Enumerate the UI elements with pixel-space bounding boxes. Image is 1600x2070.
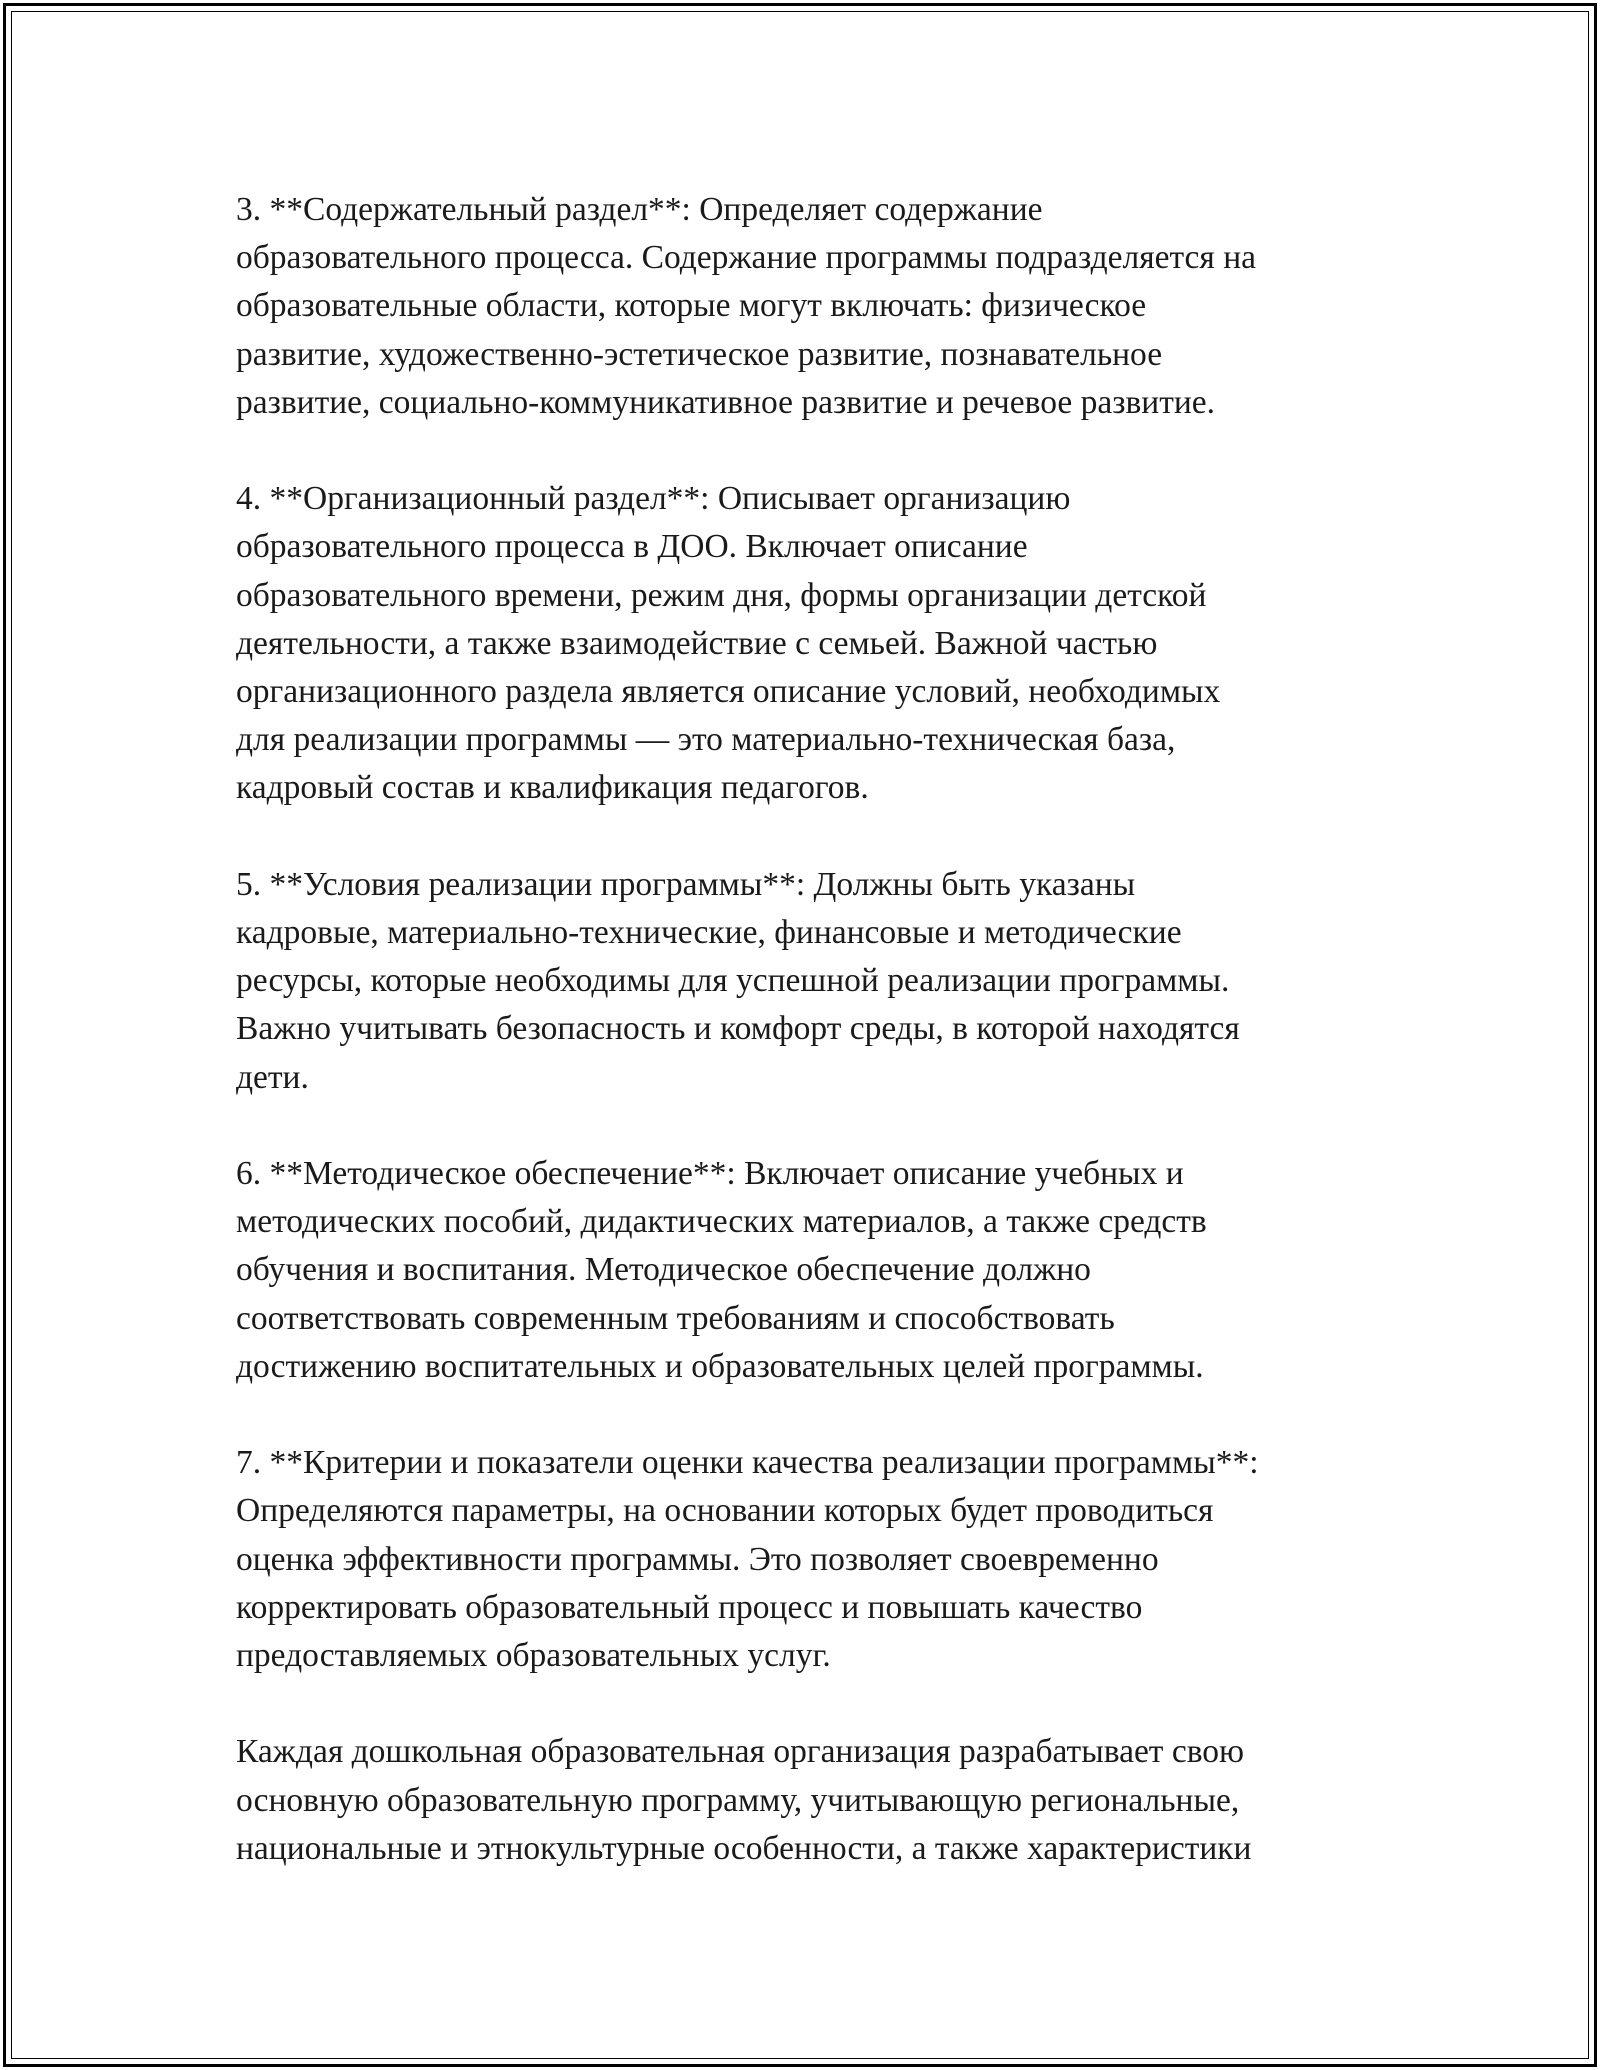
text-line: Важно учитывать безопасность и комфорт среды, в которой находятся: [236, 1010, 1240, 1048]
text-line: Каждая дошкольная образовательная организация разрабатывает свою: [236, 1733, 1245, 1771]
text-line: образовательного процесса в ДОО. Включает описание: [236, 528, 1028, 566]
text-line: оценка эффективности программы. Это позволяет своевременно: [236, 1540, 1159, 1578]
paragraph-content-section: [236, 186, 1376, 427]
text-line: организационного раздела является описание условий, необходимых: [236, 673, 1221, 711]
text-line: образовательного времени, режим дня, формы организации детской: [236, 576, 1207, 614]
text-line: предоставляемых образовательных услуг.: [236, 1637, 831, 1675]
text-line: 6. **Методическое обеспечение**: Включает описание учебных и: [236, 1155, 1184, 1193]
text-line: деятельности, а также взаимодействие с семьей. Важной частью: [236, 624, 1158, 662]
text-line: кадровый состав и квалификация педагогов.: [236, 769, 869, 807]
paragraph-methodological-support: [236, 1150, 1376, 1391]
text-line: достижению воспитательных и образовательных целей программы.: [236, 1347, 1204, 1385]
text-line: основную образовательную программу, учитывающую региональные,: [236, 1781, 1240, 1819]
text-line: 5. **Условия реализации программы**: Должны быть указаны: [236, 865, 1136, 903]
text-line: ресурсы, которые необходимы для успешной реализации программы.: [236, 962, 1230, 1000]
text-line: для реализации программы — это материально-техническая база,: [236, 721, 1176, 759]
text-line: 3. **Содержательный раздел**: Определяет содержание: [236, 191, 1043, 228]
paragraph-conclusion: [236, 1728, 1376, 1873]
text-line: национальные и этнокультурные особенности, а также характеристики: [236, 1829, 1252, 1867]
text-line: 4. **Организационный раздел**: Описывает организацию: [236, 480, 1071, 518]
text-line: соответствовать современным требованиям и способствовать: [236, 1299, 1115, 1337]
text-line: корректировать образовательный процесс и повышать качество: [236, 1588, 1143, 1626]
text-line: дети.: [236, 1058, 309, 1096]
paragraph-quality-criteria: [236, 1439, 1376, 1680]
text-line: 7. **Критерии и показатели оценки качества реализации программы**:: [236, 1444, 1259, 1482]
paragraph-implementation-conditions: [236, 861, 1376, 1102]
text-line: развитие, художественно-эстетическое развитие, познавательное: [236, 335, 1163, 373]
text-line: методических пособий, дидактических материалов, а также средств: [236, 1203, 1207, 1241]
text-line: образовательные области, которые могут включать: физическое: [236, 287, 1147, 325]
text-line: кадровые, материально-технические, финансовые и методические: [236, 914, 1182, 952]
text-line: обучения и воспитания. Методическое обеспечение должно: [236, 1251, 1091, 1289]
text-line: развитие, социально-коммуникативное развитие и речевое развитие.: [236, 383, 1216, 421]
paragraph-organizational-section: [236, 475, 1376, 812]
text-line: образовательного процесса. Содержание программы подразделяется на: [236, 239, 1256, 277]
document-body: [236, 186, 1376, 1921]
text-line: Определяются параметры, на основании которых будет проводиться: [236, 1492, 1214, 1530]
